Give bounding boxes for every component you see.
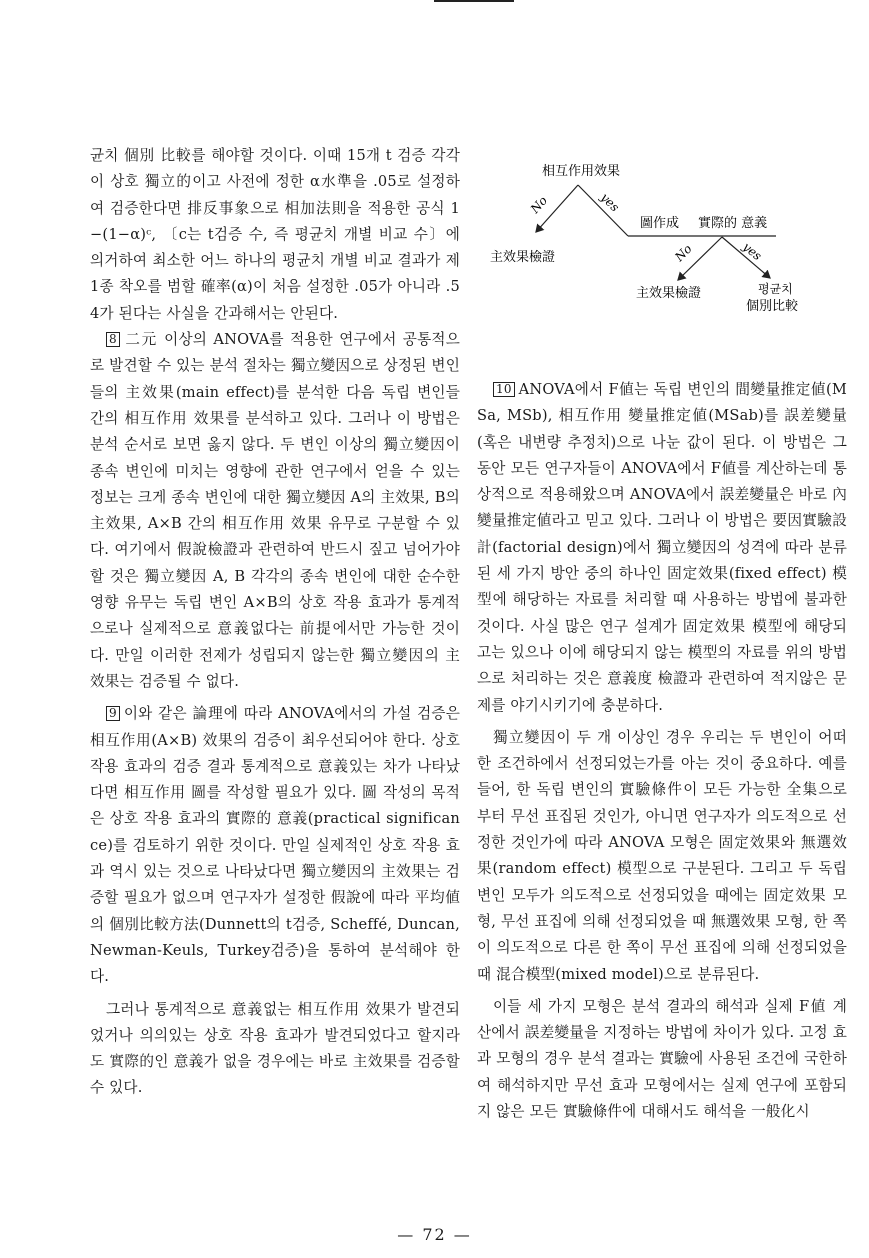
diagram-individual-line1: 평균치 — [758, 282, 793, 296]
left-para-3-text: 이와 같은 論理에 따라 ANOVA에서의 가설 검증은 相互作用(A×B) 效果의 검증이 최우선되어야 한다. 상호 작용 효과의 검증 결과 통계적으로 意義있는 차가 나타났다면 相互作用 圖를 작성할 필요가 있다. 圖 작성의 목적은 상호 작용 효과의 實際的 意義(practical significance)를 검토하기 위한 것이다. 만일 실제적인 상호 작용 효과 역시 있는 것으로 나타났다면 獨立變因의 主效果는 검증할 필요가 없으며 연구자가 설정한 假說에 따라 平均値의 個別比較方法(Dunnett의 t검증, Scheffé, Duncan, Newman-Keuls, Turkey검증)을 통하여 분석해야 한다. — [90, 705, 460, 986]
top-rule — [434, 0, 514, 2]
left-para-1-text: 균치 個別 比較를 해야할 것이다. 이때 15개 t 검증 각각이 상호 獨立的이고 사전에 정한 α水準을 .05로 설정하여 검증한다면 排反事象으로 相加法則을 적용한 공식 1−(1−α)ᶜ, 〔c는 t검증 수, 즉 평균치 개별 비교 수〕에 의거하여 최소한 어느 하나의 평균치 개별 비교 결과가 제 1종 착오를 범할 確率(α)이 처음 설정한 .05가 아니라 .54가 된다는 사실을 간과해서는 안된다. — [90, 147, 460, 322]
right-para-2 — [477, 725, 847, 988]
diagram-no-label-1: No — [527, 193, 551, 217]
right-para-2-text: 獨立變因이 두 개 이상인 경우 우리는 두 변인이 어떠한 조건하에서 선정되었는가를 아는 것이 중요하다. 예를 들어, 한 독립 변인의 實驗條件이 모든 가능한 全集으로 부터 무선 표집된 것인가, 아니면 연구자가 의도적으로 선정한 것인가에 따라 ANOVA 모형은 固定效果와 無選效果(random effect) 模型으로 구분된다. 그리고 두 독립 변인 모두가 의도적으로 선정되었을 때에는 固定效果 모형, 무선 표집에 의해 선정되었을 때 無選效果 모형, 한 쪽이 의도적으로 다른 한 쪽이 무선 표집에 의해 선정되었을 때 混合模型(mixed model)으로 분류된다. — [477, 728, 847, 983]
diagram-practical: 實際的 意義 — [698, 216, 768, 231]
left-para-3 — [90, 701, 460, 990]
left-para-4-text: 그러나 통계적으로 意義없는 相互作用 效果가 발견되었거나 의의있는 상호 작용 효과가 발견되었다고 할지라도 實際的인 意義가 없을 경우에는 바로 主效果를 검증할 수 있다. — [90, 1000, 460, 1097]
diagram-main-effect-2: 主效果檢證 — [636, 286, 702, 301]
diagram-root: 相互作用效果 — [542, 164, 621, 179]
diagram-yes-label-1: yes — [597, 190, 622, 215]
right-para-1-text: ANOVA에서 F値는 독립 변인의 間變量推定値(MSa, MSb), 相互作用 變量推定値(MSab)를 誤差變量(혹은 내변량 추정치)으로 나눈 값이 된다. 이 방법은 그 동안 모든 연구자들이 ANOVA에서 F値를 계산하는데 통상적으로 적용해왔으며 ANOVA에서 誤差變量은 바로 內變量推定値라고 믿고 있다. 그러나 이 방법은 要因實驗設計(factorial design)에서 獨立變因의 성격에 따라 분류된 세 가지 방안 중의 하나인 固定效果(fixed effect) 模型에 해당하는 자료를 처리할 때 사용하는 방법에 불과한 것이다. 사실 많은 연구 설계가 固定效果 模型에 해당되고는 있으나 이에 해당되지 않는 模型의 자료를 위의 방법으로 처리하는 것은 意義度 檢證과 관련하여 적지않은 문제를 야기시키기에 충분하다. — [477, 381, 847, 714]
paragraph-number-10: 10 — [493, 382, 515, 397]
left-column — [90, 143, 460, 1102]
right-para-1 — [477, 377, 847, 719]
diagram-yes-label-2: yes — [740, 239, 765, 264]
left-para-2-text: 二元 이상의 ANOVA를 적용한 연구에서 공통적으로 발견할 수 있는 분석 절차는 獨立變因으로 상정된 변인들의 主效果(main effect)를 분석한 다음 독립 변인들 간의 相互作用 效果를 분석하고 있다. 그러나 이 방법은 분석 순서로 보면 옳지 않다. 두 변인 이상의 獨立變因이 종속 변인에 미치는 영향에 관한 연구에서 얻을 수 있는 정보는 크게 종속 변인에 대한 獨立變因 A의 主效果, B의 主效果, A×B 간의 相互作用 效果 유무로 구분할 수 있다. 여기에서 假說檢證과 관련하여 반드시 짚고 넘어가야 할 것은 獨立變因 A, B 각각의 종속 변인에 대한 순수한 영향 유무는 독립 변인 A×B의 상호 작용 효과가 통계적으로나 실제적으로 意義없다는 前提에서만 가능한 것이다. 만일 이러한 전제가 성립되지 않는한 獨立變因의 主效果는 검증될 수 없다. — [90, 331, 460, 690]
interaction-decision-diagram — [490, 150, 820, 350]
diagram-main-effect-1: 主效果檢證 — [490, 250, 556, 265]
left-para-2 — [90, 327, 460, 695]
right-column — [477, 377, 847, 1125]
right-para-3 — [477, 994, 847, 1125]
left-para-1 — [90, 143, 460, 327]
paragraph-number-9: 9 — [106, 706, 120, 721]
diagram-svg — [490, 150, 820, 350]
diagram-no-label-2: No — [672, 241, 695, 265]
left-para-4 — [90, 997, 460, 1102]
page-number: — 72 — — [397, 1225, 472, 1244]
diagram-individual-line2: 個別比較 — [746, 299, 799, 314]
diagram-edge-yes-1 — [578, 185, 628, 236]
paragraph-number-8: 8 — [106, 332, 120, 347]
right-para-3-text: 이들 세 가지 모형은 분석 결과의 해석과 실제 F値 계산에서 誤差變量을 지정하는 방법에 차이가 있다. 고정 효과 모형의 경우 분석 결과는 實驗에 사용된 조건에 국한하여 해석하지만 무선 효과 모형에서는 실제 연구에 포함되지 않은 모든 實驗條件에 대해서도 해석을 一般化시 — [477, 997, 847, 1121]
diagram-graph: 圖作成 — [640, 216, 680, 231]
